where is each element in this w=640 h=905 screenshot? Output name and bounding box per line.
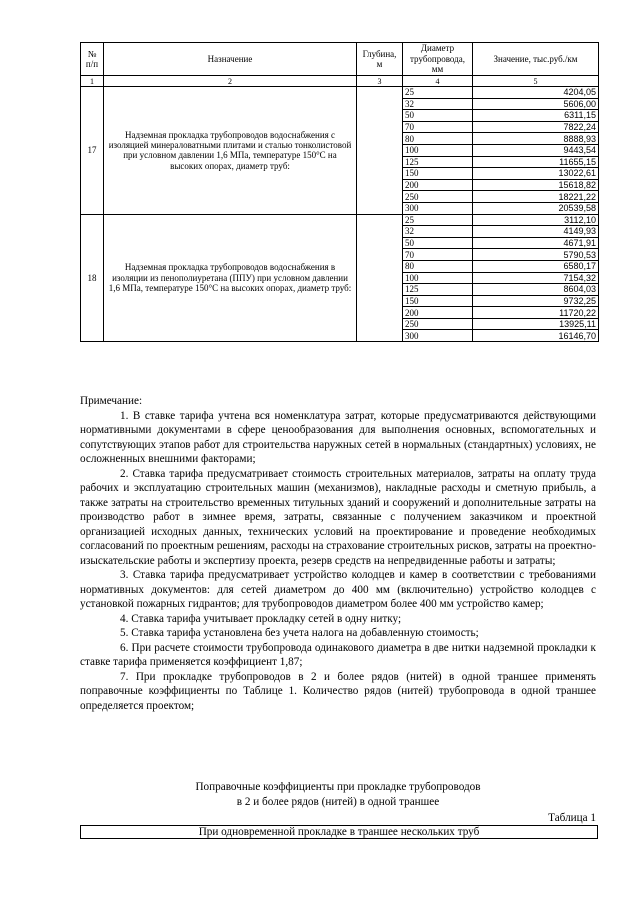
note-item: 1. В ставке тарифа учтена вся номенклатура затрат, которые предусматриваются действующими нормативными документами в сфере ценообразования для выполнения основных, вспомогательных и сопутствующих этапов работ для строительства наружных сетей в нормальных (стандартных) условиях, не осложненных внешними факторами;	[80, 409, 596, 465]
diameter-cell: 150	[403, 168, 473, 180]
diameter-cell: 300	[403, 202, 473, 214]
diameter-cell: 250	[403, 191, 473, 203]
tariff-table	[80, 42, 599, 342]
diameter-cell: 250	[403, 318, 473, 330]
value-cell: 9443,54	[473, 144, 599, 156]
caption-line: в 2 и более рядов (нитей) в одной траншее	[236, 795, 440, 808]
value-cell: 4204,05	[473, 87, 599, 99]
value-cell: 11655,15	[473, 156, 599, 168]
header-row	[81, 43, 599, 76]
column-number: 1	[81, 76, 104, 87]
value-cell: 4149,93	[473, 226, 599, 238]
tariff-body	[81, 87, 599, 342]
column-number: 4	[403, 76, 473, 87]
value-cell: 4671,91	[473, 237, 599, 249]
column-number: 3	[357, 76, 403, 87]
note-item: 7. При прокладке трубопроводов в 2 и более рядов (нитей) в одной траншее применять поправочные коэффициенты по Таблице 1. Количество рядов (нитей) трубопровода в одной траншее определяется проектом;	[80, 670, 596, 712]
value-cell: 5790,53	[473, 249, 599, 261]
note-item: 5. Ставка тарифа установлена без учета налога на добавленную стоимость;	[120, 627, 479, 639]
value-cell: 15618,82	[473, 179, 599, 191]
header-value: Значение, тыс.руб./км	[473, 43, 599, 76]
diameter-cell: 125	[403, 284, 473, 296]
value-cell: 6311,15	[473, 110, 599, 122]
table1-header: При одновременной прокладке в траншее нескольких труб	[80, 825, 598, 839]
diameter-cell: 200	[403, 307, 473, 319]
value-cell: 8888,93	[473, 133, 599, 145]
value-cell: 5606,00	[473, 98, 599, 110]
value-cell: 13925,11	[473, 318, 599, 330]
row-depth	[357, 214, 403, 342]
note-item: 4. Ставка тарифа учитывает прокладку сетей в одну нитку;	[120, 612, 402, 625]
diameter-cell: 80	[403, 260, 473, 272]
header-depth: Глубина, м	[357, 43, 403, 76]
diameter-cell: 50	[403, 110, 473, 122]
note-item: 3. Ставка тарифа предусматривает устройство колодцев и камер в соответствии с требованиями нормативных документов: для сетей диаметром до 400 мм (включительно) устройство колодцев с установкой пожарных гидрантов; для трубопроводов диаметром более 400 мм устройство камер;	[80, 569, 596, 610]
row-number: 18	[81, 214, 104, 342]
value-cell: 7154,32	[473, 272, 599, 284]
header-no: № п/п	[81, 43, 104, 76]
note-item: 2. Ставка тарифа предусматривает стоимость строительных материалов, затраты на оплату труда рабочих и эксплуатацию строительных машин (механизмов), накладные расходы и сметную прибыль, а также затраты на строительство временных титульных зданий и сооружений и дополнительные затраты на производство работ в зимнее время, затраты, связанные с получением заказчиком и проектной организацией исходных данных, технических условий на проектирование и проведение необходимых согласований по проектным решениям, расходы на страхование строительных рисков, затраты на проектно-изыскательские работы и экспертизу проекта, резерв средств на непредвиденные работы и затраты;	[80, 467, 596, 567]
diameter-cell: 70	[403, 249, 473, 261]
diameter-cell: 70	[403, 121, 473, 133]
row-depth	[357, 87, 403, 215]
row-description: Надземная прокладка трубопроводов водоснабжения с изоляцией минераловатными плитами и сталью тонколистовой при условном давлении 1,6 МПа, температуре 150°С на высоких опорах, диаметр труб:	[104, 87, 357, 215]
diameter-cell: 25	[403, 87, 473, 99]
diameter-cell: 32	[403, 226, 473, 238]
diameter-cell: 100	[403, 144, 473, 156]
diameter-cell: 100	[403, 272, 473, 284]
value-cell: 3112,10	[473, 214, 599, 226]
notes	[80, 394, 596, 713]
value-cell: 7822,24	[473, 121, 599, 133]
column-number-row	[81, 76, 599, 87]
diameter-cell: 80	[403, 133, 473, 145]
value-cell: 18221,22	[473, 191, 599, 203]
diameter-cell: 150	[403, 295, 473, 307]
caption-line: Поправочные коэффициенты при прокладке трубопроводов	[195, 781, 481, 793]
table1-caption	[80, 780, 596, 809]
value-cell: 8604,03	[473, 284, 599, 296]
value-cell: 6580,17	[473, 260, 599, 272]
diameter-cell: 25	[403, 214, 473, 226]
diameter-cell: 300	[403, 330, 473, 342]
diameter-cell: 32	[403, 98, 473, 110]
header-diameter: Диаметр трубопровода, мм	[403, 43, 473, 76]
value-cell: 20539,58	[473, 202, 599, 214]
value-cell: 13022,61	[473, 168, 599, 180]
column-number: 2	[104, 76, 357, 87]
diameter-cell: 50	[403, 237, 473, 249]
row-description: Надземная прокладка трубопроводов водоснабжения в изоляции из пенополиуретана (ППУ) при условном давлении 1,6 МПа, температуре 150°С на высоких опорах, диаметр труб:	[104, 214, 357, 342]
diameter-cell: 125	[403, 156, 473, 168]
value-cell: 9732,25	[473, 295, 599, 307]
row-number: 17	[81, 87, 104, 215]
note-item: 6. При расчете стоимости трубопровода одинакового диаметра в две нитки надземной прокладки к ставке тарифа применяется коэффициент 1,87;	[80, 641, 596, 668]
table-row	[81, 87, 599, 99]
table-row	[81, 214, 599, 226]
header-name: Назначение	[104, 43, 357, 76]
notes-title: Примечание:	[80, 395, 143, 407]
table1-label: Таблица 1	[548, 812, 596, 824]
value-cell: 16146,70	[473, 330, 599, 342]
diameter-cell: 200	[403, 179, 473, 191]
column-number: 5	[473, 76, 599, 87]
value-cell: 11720,22	[473, 307, 599, 319]
